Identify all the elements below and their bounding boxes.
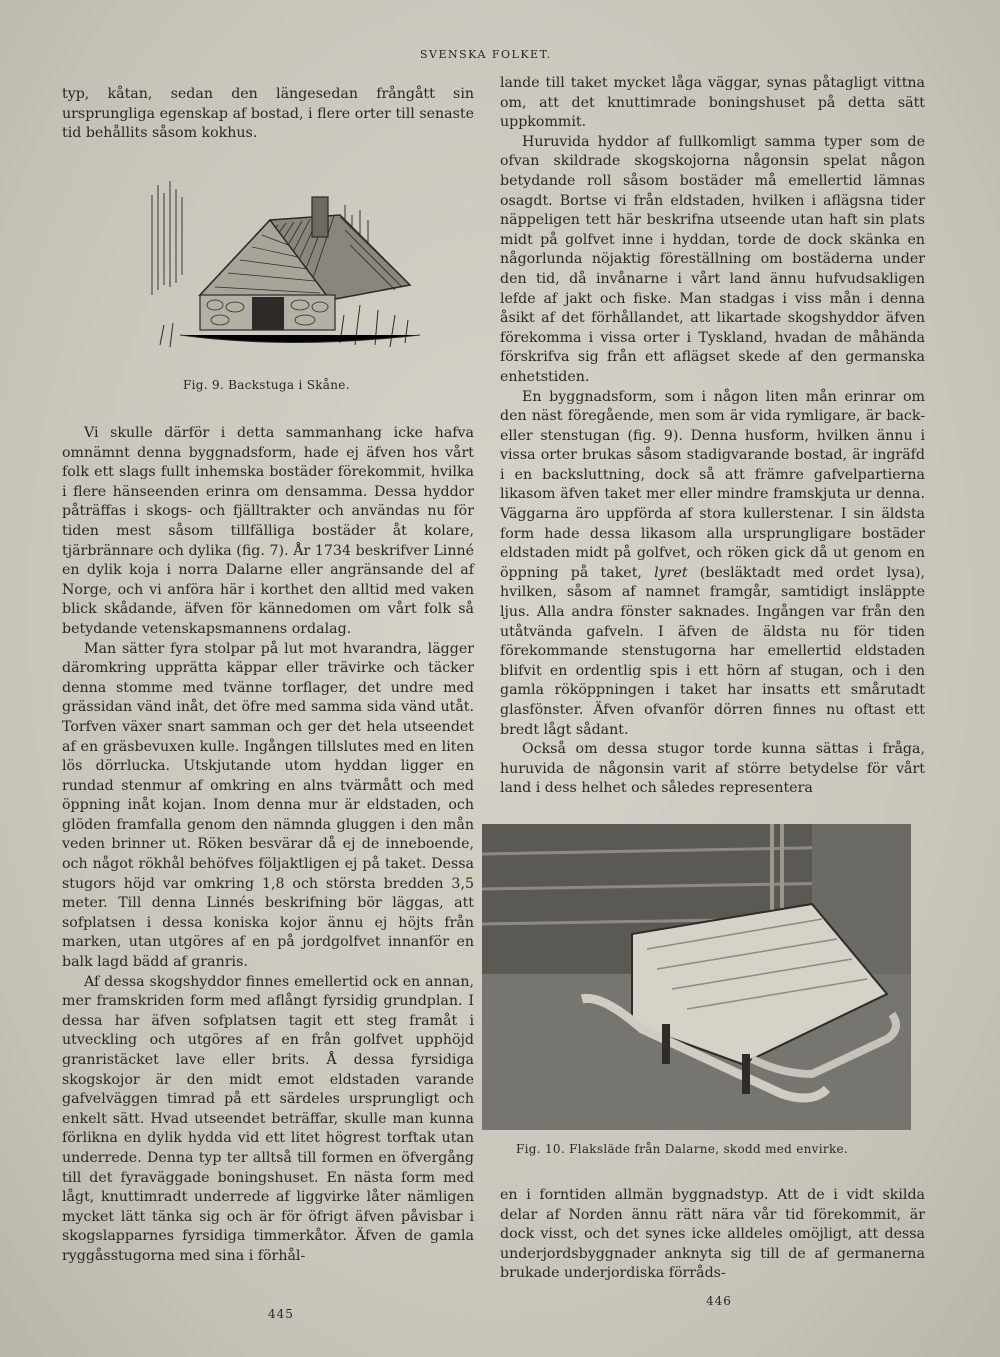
right-paragraph-5: en i forntiden allmän byggnadstyp. Att de i vidt skilda delar af Norden ännu rätt nära vår tid förekommit, är dock visst, och det synes icke alldeles omöjligt, att dessa underjordsbyggnader anknyta sig till de af germanerna brukade underjordiska förråds- [500, 1187, 925, 1282]
left-column-intro [62, 85, 474, 144]
right-paragraph-3 [500, 388, 925, 741]
lyret-term: lyret [654, 564, 688, 581]
backstuga-illustration [140, 175, 440, 365]
sled-photograph [482, 824, 911, 1130]
right-paragraph-continuation: lande till taket mycket låga väggar, synas påtagligt vittna om, att det knuttimrade boningshuset på detta sätt uppkommit. [500, 75, 925, 131]
figure-9-caption: Fig. 9. Backstuga i Skåne. [183, 378, 350, 392]
intro-paragraph: typ, kåtan, sedan den längesedan frångått sin ursprungliga egenskap af bostad, i flere orter till senaste tid behållits såsom kokhus. [62, 86, 474, 142]
left-paragraph-1: Vi skulle därför i detta sammanhang icke hafva omnämnt denna byggnadsform, hade ej äfven hos vårt folk ett slags fullt inhemska bostäder förekommit, hvilka i flere hänseenden erinra om densamma. Dessa hyddor påträffas i skogs- och fjälltrakter och användas nu för tiden mest såsom tillfälliga bostäder åt kolare, tjärbrännare och dylika (fig. 7). År 1734 beskrifver Linné en dylik koja i norra Dalarne eller angränsande del af Norge, och vi anföra här i korthet den alltid med vaken blick skådande, äfven för kännedomen om vårt folk så betydande vetenskapsmannens ordalag. [62, 425, 474, 637]
right-paragraph-3-part-b: (besläktadt med ordet lysa), hvilken, såsom af namnet framgår, samtidigt insläppte ljus. Alla andra fönster saknades. Ingången var från den utåtvända gafveln. I äfven de äldsta nu för tiden förekommande stenstugorna har emellertid eldstaden blifvit en ordentlig spis i ett hörn af stugan, och i den gamla rököppningen i taket har insatts ett smårutadt glasfönster. Äfven ofvanför dörren finnes nu oftast ett bredt lågt sådant. [500, 564, 925, 738]
figure-10-caption: Fig. 10. Flaksläde från Dalarne, skodd med envirke. [516, 1142, 849, 1156]
running-header: SVENSKA FOLKET. [420, 48, 552, 61]
right-column-body [500, 74, 925, 799]
left-paragraph-2: Man sätter fyra stolpar på lut mot hvarandra, lägger däromkring upprätta käppar eller trävirke och täcker denna stomme med tvänne torflager, det undre med grässidan vänd inåt, det öfre med samma sida vänd utåt. Torfven växer snart samman och ger det hela utseendet af en gräsbevuxen kulle. Ingången tillslutes med en liten lös dörrlucka. Utskjutande utom hyddan ligger en rundad stenmur af omkring en alns tvärmått och med öppning inåt kojan. Inom denna mur är eldstaden, och glöden framfalla genom den nämnda gluggen i den mån veden brinner ut. Röken besvärar då ej de inneboende, och något rökhål behöfves följaktligen ej på taket. Dessa stugors höjd var omkring 1,8 och största bredden 3,5 meter. Till denna Linnés beskrifning bör läggas, att sofplatsen i dessa koniska kojor ännu ej höjts från marken, utan utgöres af en på jordgolfvet innanför en balk lagd bädd af granris. [62, 640, 474, 971]
right-column-after-figure [500, 1186, 925, 1284]
page-number-left: 445 [268, 1307, 294, 1321]
right-paragraph-4: Också om dessa stugor torde kunna sättas i fråga, huruvida de någonsin varit af större betydelse för vårt land i dess helhet och således representera [500, 741, 925, 797]
right-paragraph-2: Huruvida hyddor af fullkomligt samma typer som de ofvan skildrade skogskojorna någonsin spelat någon betydande roll såsom bostäder må emellertid lämnas osagdt. Bortse vi från eldstaden, hvilken i aflägsna tider näppeligen tett här beskrifna utseende utan haft sin plats midt på golfvet inne i hyddan, torde de dock skänka en någorlunda nöjaktig föreställning om bostäderna under den tid, då invånarne i vårt land ännu hufvudsakligen lefde af jakt och fiske. Man stadgas i viss mån i denna åsikt af det förhållandet, att likartade skogshyddor äfven förekomma i vissa orter i Tyskland, hvadan de måhända förskrifva sig från ett aflägset skede af den germanska enhetstiden. [500, 133, 925, 385]
right-paragraph-3-part-a: En byggnadsform, som i någon liten mån erinrar om den näst föregående, men som är vida rymligare, är back- eller stenstugan (fig. 9). Denna husform, hvilken ännu i vissa orter brukas såsom stadigvarande bostad, är ingräfd i en backsluttning, dock så att främre gafvelpartierna likasom äfven taket mer eller mindre framskjuta ur denna. Väggarna äro uppförda af stora kullerstenar. I sin äldsta form hade dessa likasom alla ursprungligare bostäder eldstaden midt på golfvet, och röken gick då ut genom en öppning på taket, [500, 388, 925, 581]
left-paragraph-3: Af dessa skogshyddor finnes emellertid ock en annan, mer framskriden form med aflångt fyrsidig grundplan. I dessa har äfven sofplatsen tagit ett steg framåt i utveckling och utgöres af en från golfvet upphöjd granristäcket lave eller brits. Å dessa fyrsidiga skogskojor är den midt emot eldstaden varande gafvelväggen timrad på ett särdeles ursprungligt och enkelt sätt. Hvad utseendet beträffar, skulle man kunna förlikna en dylik hydda vid ett litet högrest torftak utan underrede. Denna typ ter alltså till formen en öfvergång till det fyraväggade boningshuset. En nästa form med lågt, knuttimradt underrede af liggvirke låter nämligen mycket lätt tänka sig och är för öfrigt äfven påvisbar i skogslapparnes fyrsidiga timmerkåtor. Äfven de gamla ryggåsstugorna med sina i förhål- [62, 973, 474, 1264]
page-number-right: 446 [706, 1294, 732, 1308]
left-column-body [62, 424, 474, 1267]
